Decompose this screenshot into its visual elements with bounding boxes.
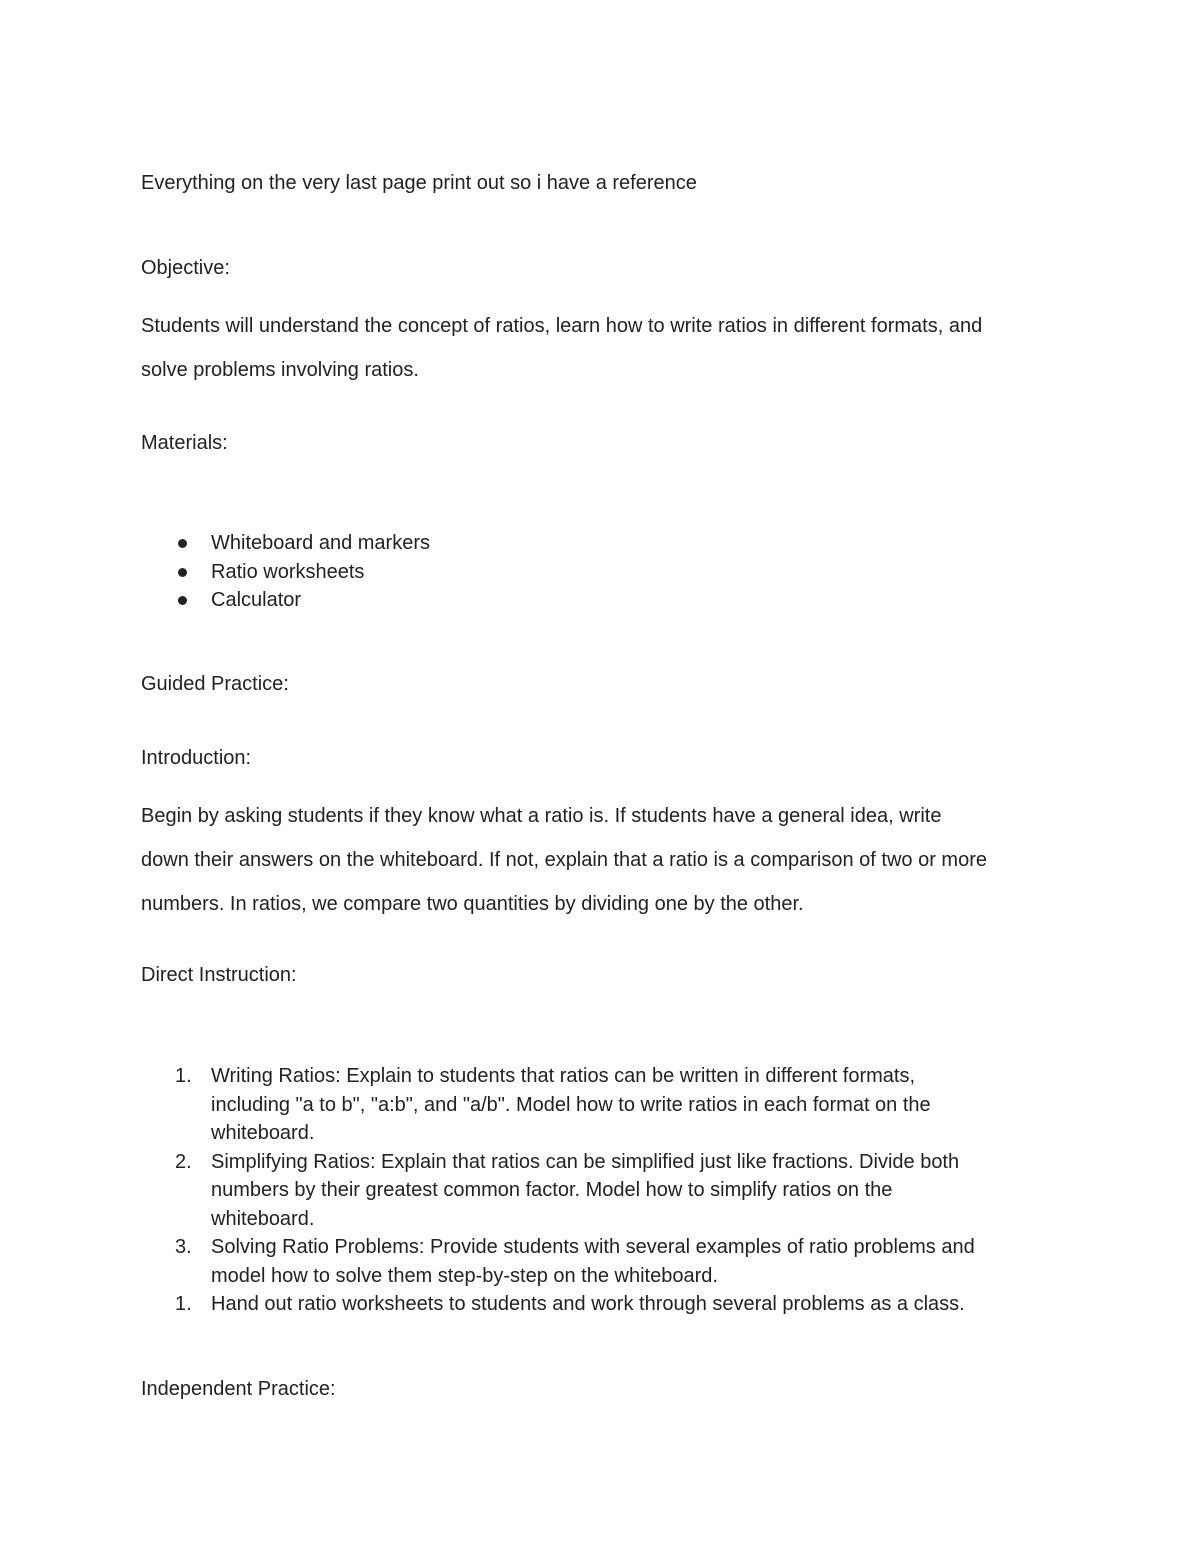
- objective-heading: Objective:: [141, 257, 230, 279]
- list-item: 1. Hand out ratio worksheets to students and work through several problems as a class.: [141, 1290, 1111, 1319]
- step-number: 3.: [175, 1236, 192, 1258]
- list-item: Ratio worksheets: [141, 558, 430, 587]
- materials-list: [141, 529, 430, 615]
- independent-practice-heading: Independent Practice:: [141, 1378, 336, 1400]
- step-number: 2.: [175, 1150, 192, 1173]
- step-number: 1.: [175, 1065, 192, 1087]
- objective-line: Students will understand the concept of ratios, learn how to write ratios in different formats, and: [141, 315, 983, 337]
- direct-instruction-list: [141, 1062, 1111, 1319]
- list-item: Whiteboard and markers: [141, 529, 430, 558]
- list-item: 2. Simplifying Ratios: Explain that ratios can be simplified just like fractions. Divide both numbers by their greatest common factor. Model how to simplify ratios on the whiteboard.: [141, 1148, 1111, 1234]
- list-item: 1. Writing Ratios: Explain to students that ratios can be written in different formats, including "a to b", "a:b", and "a/b". Model how to write ratios in each format on the whiteboard.: [141, 1062, 1111, 1148]
- materials-heading: Materials:: [141, 432, 228, 454]
- direct-instruction-heading: Direct Instruction:: [141, 964, 297, 986]
- step-number: 1.: [175, 1293, 192, 1315]
- list-item: 3. Solving Ratio Problems: Provide students with several examples of ratio problems and model how to solve them step-by-step on the whiteboard.: [141, 1233, 1111, 1290]
- introduction-line: down their answers on the whiteboard. If not, explain that a ratio is a comparison of two or more: [141, 849, 987, 871]
- reference-note: Everything on the very last page print out so i have a reference: [141, 172, 697, 194]
- list-item: Calculator: [141, 586, 430, 615]
- introduction-line: numbers. In ratios, we compare two quantities by dividing one by the other.: [141, 893, 804, 915]
- bullet-icon: [178, 568, 187, 577]
- introduction-line: Begin by asking students if they know what a ratio is. If students have a general idea, write: [141, 805, 942, 827]
- introduction-paragraph: [141, 794, 1071, 926]
- bullet-icon: [178, 596, 187, 605]
- objective-paragraph: [141, 304, 1071, 392]
- bullet-icon: [178, 539, 187, 548]
- objective-line: solve problems involving ratios.: [141, 359, 419, 381]
- guided-practice-heading: Guided Practice:: [141, 673, 289, 695]
- introduction-heading: Introduction:: [141, 747, 252, 769]
